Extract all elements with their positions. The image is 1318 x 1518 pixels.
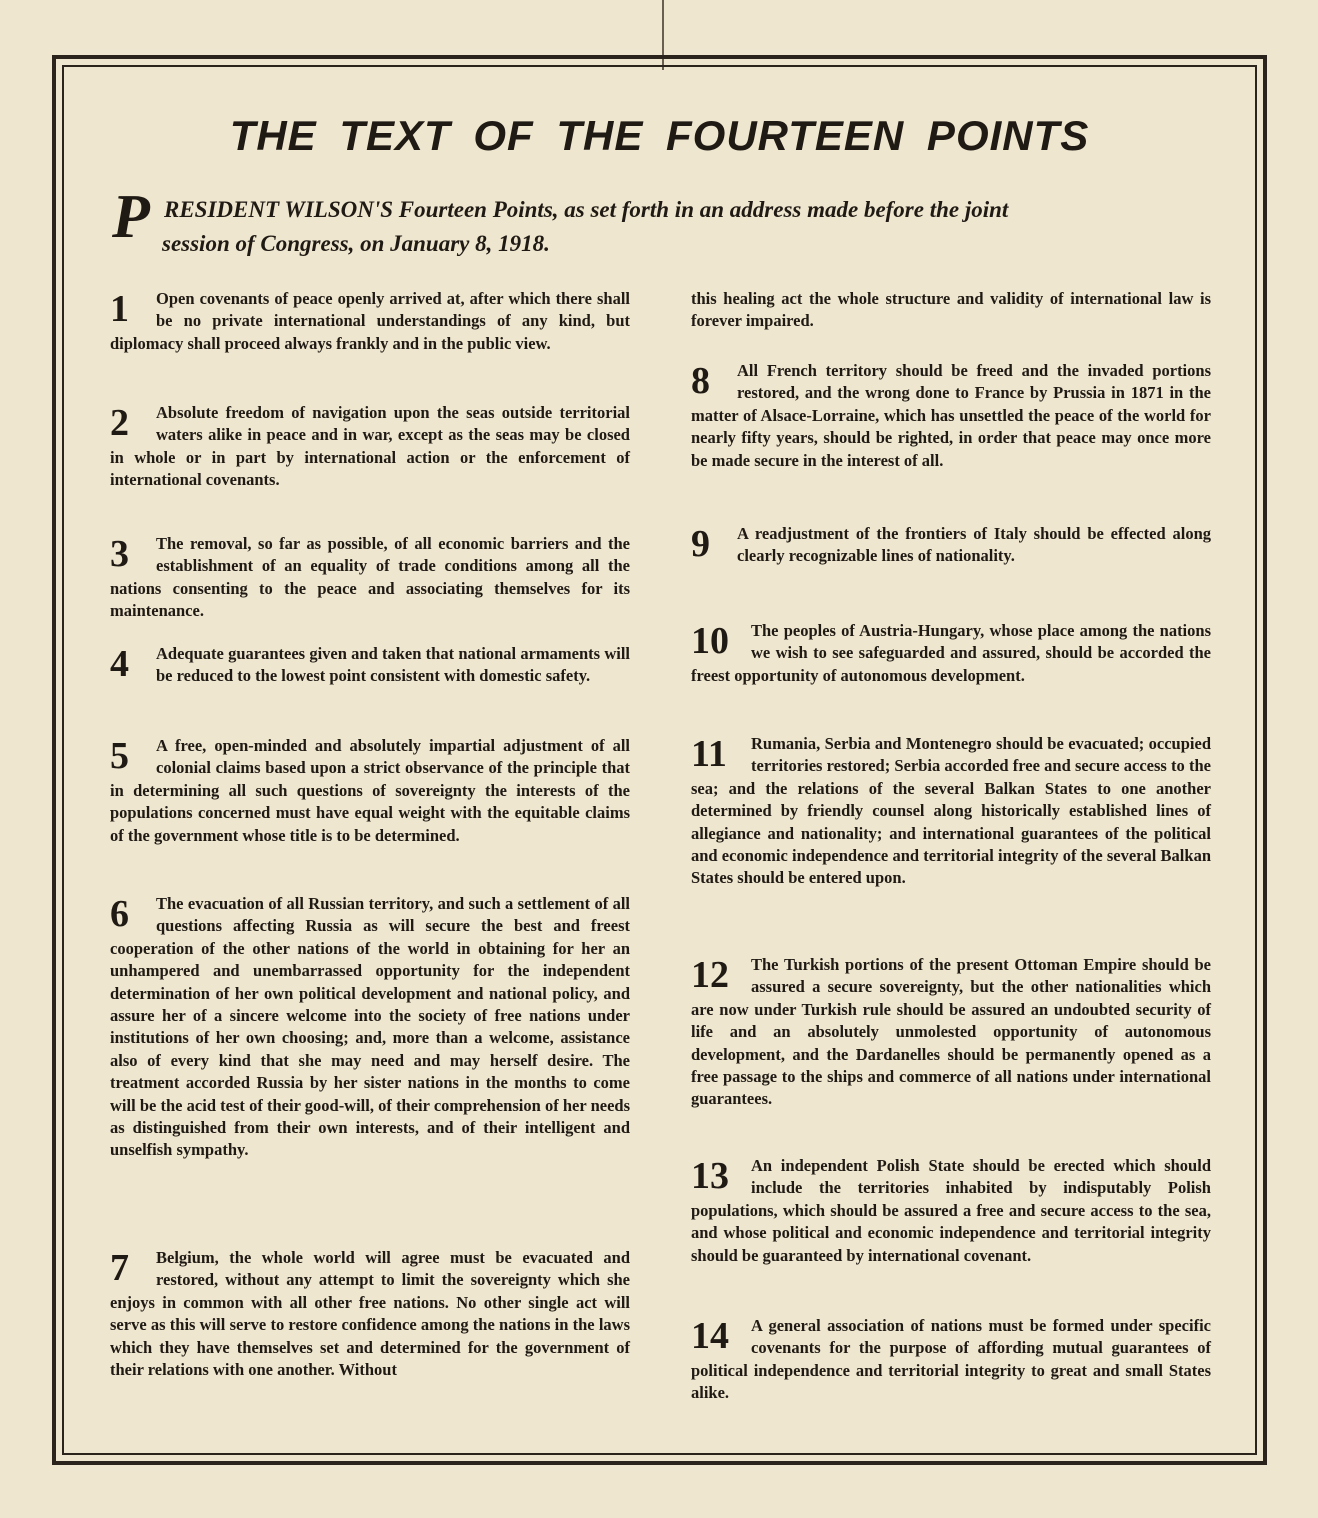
point-8 [691, 360, 1211, 472]
point-number: 13 [691, 1155, 729, 1197]
point-number: 10 [691, 620, 729, 662]
page-title: THE TEXT OF THE FOURTEEN POINTS [229, 112, 1090, 159]
point-text: The evacuation of all Russian territory, and such a settlement of all questions affecting Russia as will secure the best and freest cooperation of the other nations of the world in obtaining for her an unhampered and unembarrassed opportunity for the independent determination of her own political development and national policy, and assure her of a sincere welcome into the society of free nations under institutions of her own choosing; and, more than a welcome, assistance also of every kind that she may need and may herself desire. The treatment accorded Russia by her sister nations in the months to come will be the acid test of their good-will, of their comprehension of her needs as distinguished from their own interests, and of their intelligent and unselfish sympathy. [110, 894, 630, 1160]
point-text: A general association of nations must be formed under specific covenants for the purpose of affording mutual guarantees of political independence and territorial integrity to great and small States alike. [691, 1316, 1211, 1403]
point-1 [110, 288, 630, 355]
point-number: 8 [691, 360, 710, 402]
point-text: The Turkish portions of the present Ottoman Empire should be assured a secure sovereignty, but the other nationalities which are now under Turkish rule should be assured an undoubted security of life and an absolutely unmolested opportunity of autonomous development, and the Dardanelles should be permanently opened as a free passage to the ships and commerce of all nations under international guarantees. [691, 955, 1211, 1109]
point-number: 14 [691, 1315, 729, 1357]
point-text: The removal, so far as possible, of all economic barriers and the establishment of an equality of trade conditions among all the nations consenting to the peace and associating themselves for its maintenance. [110, 534, 630, 621]
point-6 [110, 893, 630, 1162]
point-9 [691, 523, 1211, 568]
point-number: 4 [110, 643, 129, 685]
point-text: Rumania, Serbia and Montenegro should be evacuated; occupied territories restored; Serbia accorded free and secure access to the sea; and the relations of the several Balkan States to one another determined by friendly counsel along historically established lines of allegiance and nationality; and international guarantees of the political and economic independence and territorial integrity of the several Balkan States should be entered upon. [691, 734, 1211, 888]
point-number: 9 [691, 523, 710, 565]
point-text: Belgium, the whole world will agree must be evacuated and restored, without any attempt to limit the sovereignty which she enjoys in common with all other free nations. No other single act will serve as this will serve to restore confidence among the nations in the laws which they have themselves set and determined for the government of their relations with one another. Without [110, 1248, 630, 1380]
intro-line-1: RESIDENT WILSON'S Fourteen Points, as set forth in an address made before the joint [164, 197, 1009, 222]
point-10 [691, 620, 1211, 687]
point-7-continued [691, 288, 1211, 333]
point-number: 11 [691, 733, 727, 775]
point-11 [691, 733, 1211, 890]
point-text: Absolute freedom of navigation upon the seas outside territorial waters alike in peace and in war, except as the seas may be closed in whole or in part by international action or the enforcement of international covenants. [110, 403, 630, 490]
point-text: A free, open-minded and absolutely impartial adjustment of all colonial claims based upon a strict observance of the principle that in determining all such questions of sovereignty the interests of the populations concerned must have equal weight with the equitable claims of the government whose title is to be determined. [110, 736, 630, 845]
intro-line-2: session of Congress, on January 8, 1918. [162, 231, 550, 256]
point-5 [110, 735, 630, 847]
point-13 [691, 1155, 1211, 1267]
point-number: 1 [110, 288, 129, 330]
point-text: The peoples of Austria-Hungary, whose place among the nations we wish to see safeguarded and assured, should be accorded the freest opportunity of autonomous development. [691, 621, 1211, 685]
point-7 [110, 1247, 630, 1381]
point-14 [691, 1315, 1211, 1405]
point-text: Open covenants of peace openly arrived at, after which there shall be no private international understandings of any kind, but diplomacy shall proceed always frankly and in the public view. [110, 289, 630, 353]
point-2 [110, 402, 630, 492]
point-text: An independent Polish State should be erected which should include the territories inhabited by indisputably Polish populations, which should be assured a free and secure access to the sea, and whose political and economic independence and territorial integrity should be guaranteed by international covenant. [691, 1156, 1211, 1265]
point-number: 12 [691, 954, 729, 996]
point-text: A readjustment of the frontiers of Italy should be effected along clearly recognizable lines of nationality. [737, 524, 1211, 566]
point-4 [110, 643, 630, 688]
point-text: Adequate guarantees given and taken that national armaments will be reduced to the lowest point consistent with domestic safety. [156, 644, 630, 686]
point-3 [110, 533, 630, 623]
point-text: this healing act the whole structure and validity of international law is forever impaired. [691, 289, 1211, 331]
point-number: 5 [110, 735, 129, 777]
point-12 [691, 954, 1211, 1111]
point-number: 6 [110, 893, 129, 935]
point-number: 7 [110, 1247, 129, 1289]
intro-drop-cap: P [112, 183, 150, 251]
point-number: 2 [110, 402, 129, 444]
point-number: 3 [110, 533, 129, 575]
point-text: All French territory should be freed and the invaded portions restored, and the wrong done to France by Prussia in 1871 in the matter of Alsace-Lorraine, which has unsettled the peace of the world for nearly fifty years, should be righted, in order that peace may once more be made secure in the interest of all. [691, 361, 1211, 470]
